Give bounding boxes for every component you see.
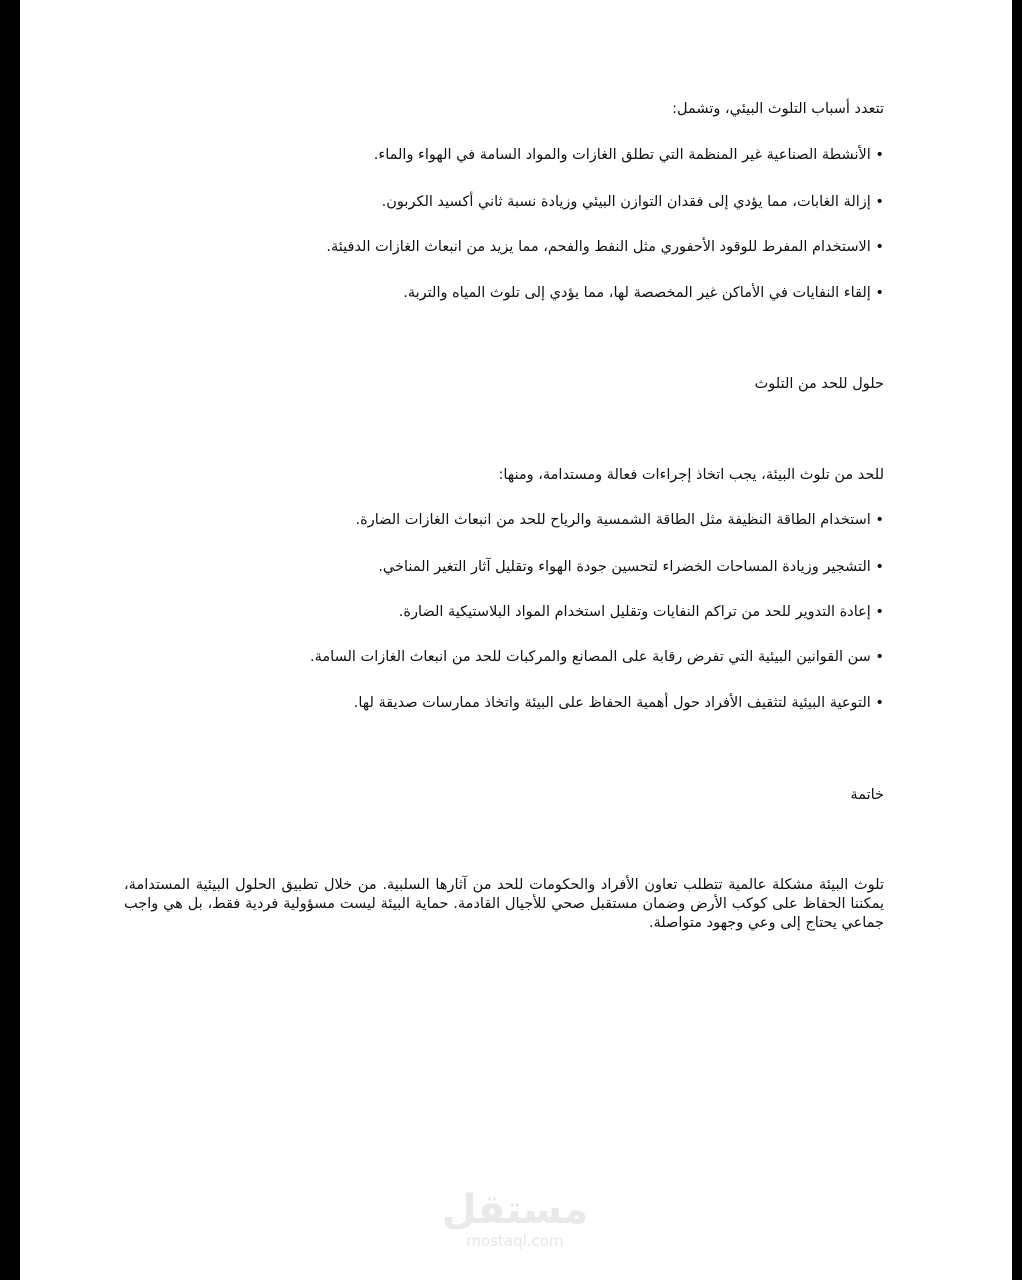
solutions-item: • التوعية البيئية لتثقيف الأفراد حول أهمية الحفاظ على البيئة واتخاذ ممارسات صديقة لها. (354, 693, 884, 713)
solutions-heading: حلول للحد من التلوث (754, 376, 884, 392)
solutions-item: • إعادة التدوير للحد من تراكم النفايات وتقليل استخدام المواد البلاستيكية الضارة. (399, 602, 884, 622)
mostaql-watermark (430, 1187, 600, 1250)
solutions-intro: للحد من تلوث البيئة، يجب اتخاذ إجراءات فعالة ومستدامة، ومنها: (498, 467, 884, 483)
document-page (20, 0, 1012, 1280)
conclusion-paragraph: تلوث البيئة مشكلة عالمية تتطلب تعاون الأفراد والحكومات للحد من آثارها السلبية. من خلال تطبيق الحلول البيئية المستدامة، يمكننا الحفاظ على كوكب الأرض وضمان مستقبل صحي للأجيال القادمة. حماية البيئة ليست مسؤولية فردية فقط، بل هي واجب جماعي يحتاج إلى وعي وجهود متواصلة. (124, 877, 884, 931)
solutions-item: • سن القوانين البيئية التي تفرض رقابة على المصانع والمركبات للحد من انبعاث الغازات السامة. (310, 647, 884, 667)
causes-item: • الاستخدام المفرط للوقود الأحفوري مثل النفط والفحم، مما يزيد من انبعاث الغازات الدفيئة. (326, 237, 884, 257)
solutions-item: • التشجير وزيادة المساحات الخضراء لتحسين جودة الهواء وتقليل آثار التغير المناخي. (378, 557, 884, 577)
mostaql-logo: مستقل (441, 1187, 589, 1233)
causes-intro: تتعدد أسباب التلوث البيئي، وتشمل: (672, 101, 884, 117)
conclusion-heading: خاتمة (850, 787, 884, 803)
causes-item: • إزالة الغابات، مما يؤدي إلى فقدان التوازن البيئي وزيادة نسبة ثاني أكسيد الكربون. (382, 192, 884, 212)
solutions-item: • استخدام الطاقة النظيفة مثل الطاقة الشمسية والرياح للحد من انبعاث الغازات الضارة. (356, 510, 884, 530)
causes-item: • إلقاء النفايات في الأماكن غير المخصصة لها، مما يؤدي إلى تلوث المياه والتربة. (403, 283, 884, 303)
causes-item: • الأنشطة الصناعية غير المنظمة التي تطلق الغازات والمواد السامة في الهواء والماء. (374, 145, 884, 165)
mostaql-url: mostaql.com (466, 1232, 564, 1250)
